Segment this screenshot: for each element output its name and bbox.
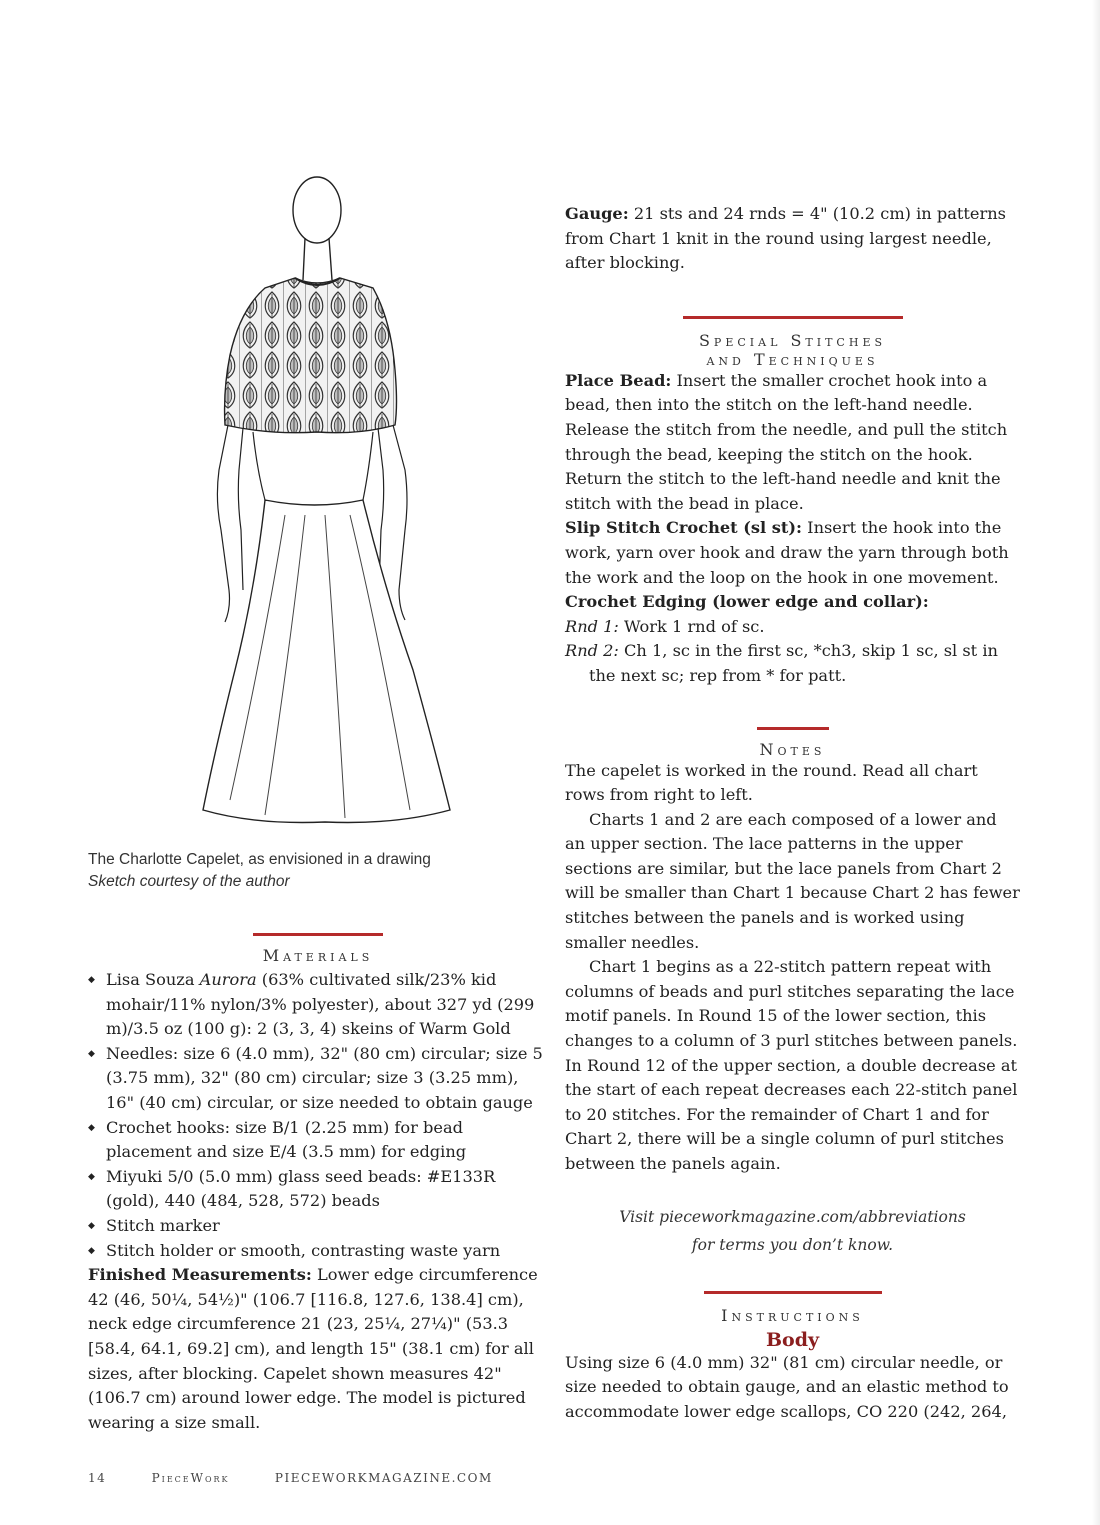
left-arm-outline — [217, 425, 243, 622]
finished-measurements: Finished Measurements: Lower edge circumference 42 (46, 50¼, 54½)" (106.7 [116.8, 127.6, 138.4] cm), neck edge circumference 21 (23, 25¼, 27¼)" (53.3 [58.4, 64.1, 69.2] cm), and length 15" (38.1 cm) for all sizes, after blocking. Capelet shown measures 42" (106.7 cm) around lower edge. The model is pictured wearing a size small. — [88, 1265, 538, 1432]
page-number: 14 — [88, 1471, 107, 1485]
bodice-outline — [253, 432, 373, 500]
instructions-heading: Instructions — [721, 1305, 864, 1325]
special-heading-line1: Special Stitches — [698, 330, 887, 350]
caption-text: The Charlotte Capelet, as envisioned in a drawing — [88, 851, 431, 868]
gauge-paragraph: Gauge: 21 sts and 24 rnds = 4" (10.2 cm) in patterns from Chart 1 knit in the round using largest needle, after blocking. — [565, 204, 1006, 273]
head-outline — [293, 177, 341, 243]
special-heading-line2: and Techniques — [706, 349, 879, 369]
figure-caption — [88, 849, 488, 893]
magazine-url: PIECEWORKMAGAZINE.COM — [274, 1471, 493, 1485]
materials-item: ◆ Needles: size 6 (4.0 mm), 32" (80 cm) circular; size 5 (3.75 mm), 32" (80 cm) circular; size 3 (3.25 mm), 16" (40 cm) circular, or size needed to obtain gauge — [88, 1042, 548, 1116]
materials-item: ◆ Stitch holder or smooth, contrasting waste yarn — [88, 1239, 548, 1264]
neck-outline — [303, 238, 332, 280]
slip-stitch-paragraph: Slip Stitch Crochet (sl st): Insert the hook into the work, yarn over hook and draw the yarn through both the work and the loop on the hook in one movement. — [565, 518, 1009, 587]
notes-rule — [757, 727, 829, 730]
abbreviations-note — [565, 1203, 1020, 1259]
abbreviations-line2: for terms you don’t know. — [691, 1235, 894, 1254]
notes-heading: Notes — [759, 739, 826, 759]
right-column — [565, 202, 1020, 1424]
materials-item: ◆ Crochet hooks: size B/1 (2.25 mm) for bead placement and size E/4 (3.5 mm) for edging — [88, 1116, 548, 1165]
skirt-outline — [203, 500, 450, 823]
notes-paragraph: Chart 1 begins as a 22-stitch pattern repeat with columns of beads and purl stitches separating the lace motif panels. In Round 15 of the lower section, this changes to a column of 3 purl stitches between panels. In Round 12 of the upper section, a double decrease at the start of each repeat decreases each 22-stitch panel to 20 stitches. For the remainder of Chart 1 and for Chart 2, there will be a single column of purl stitches between the panels again. — [565, 957, 1018, 1173]
materials-list — [88, 968, 548, 1263]
notes-paragraph: Charts 1 and 2 are each composed of a lower and an upper section. The lace patterns in the upper sections are similar, but the lace panels from Chart 2 will be smaller than Chart 1 because Chart 2 has fewer stitches between the panels and is worked using smaller needles. — [565, 809, 1020, 952]
rnd1-paragraph: Rnd 1: Work 1 rnd of sc. — [565, 616, 765, 636]
place-bead-paragraph: Place Bead: Insert the smaller crochet hook into a bead, then into the stitch on the left-hand needle. Release the stitch from the needle, and pull the stitch through the bead, keeping the stitch on the hook. Return the stitch to the left-hand needle and knit the stitch with the bead in place. — [565, 370, 1008, 513]
body-heading: Body — [765, 1328, 820, 1351]
materials-section — [88, 933, 548, 1435]
materials-item: ◆ Lisa Souza Aurora (63% cultivated silk/23% kid mohair/11% nylon/3% polyester), about 327 yd (299 m)/3.5 oz (100 g): 2 (3, 3, 4) skeins of Warm Gold — [88, 968, 548, 1042]
notes-paragraph: The capelet is worked in the round. Read all chart rows from right to left. — [565, 760, 978, 805]
materials-item: ◆ Stitch marker — [88, 1214, 548, 1239]
materials-heading: Materials — [262, 946, 374, 965]
capelet-shape — [225, 278, 397, 433]
magazine-name: PieceWork — [151, 1471, 230, 1485]
body-paragraph: Using size 6 (4.0 mm) 32" (81 cm) circular needle, or size needed to obtain gauge, and an elastic method to accommodate lower edge scallops, CO 220 (242, 264, — [565, 1352, 1009, 1421]
caption-credit: Sketch courtesy of the author — [88, 873, 290, 890]
page-edge — [1092, 0, 1100, 1525]
instructions-rule — [704, 1291, 882, 1294]
abbreviations-line1: Visit pieceworkmagazine.com/abbreviations — [619, 1207, 966, 1226]
special-rule — [683, 316, 903, 319]
materials-item: ◆ Miyuki 5/0 (5.0 mm) glass seed beads: #E133R (gold), 440 (484, 528, 572) beads — [88, 1165, 548, 1214]
page-footer — [88, 1471, 493, 1485]
capelet-sketch-illustration — [195, 170, 460, 830]
materials-rule — [253, 933, 383, 936]
rnd2-paragraph: Rnd 2: Ch 1, sc in the first sc, *ch3, skip 1 sc, sl st in the next sc; rep from * for patt. — [565, 641, 998, 685]
crochet-edging-label: Crochet Edging (lower edge and collar): — [565, 592, 929, 612]
